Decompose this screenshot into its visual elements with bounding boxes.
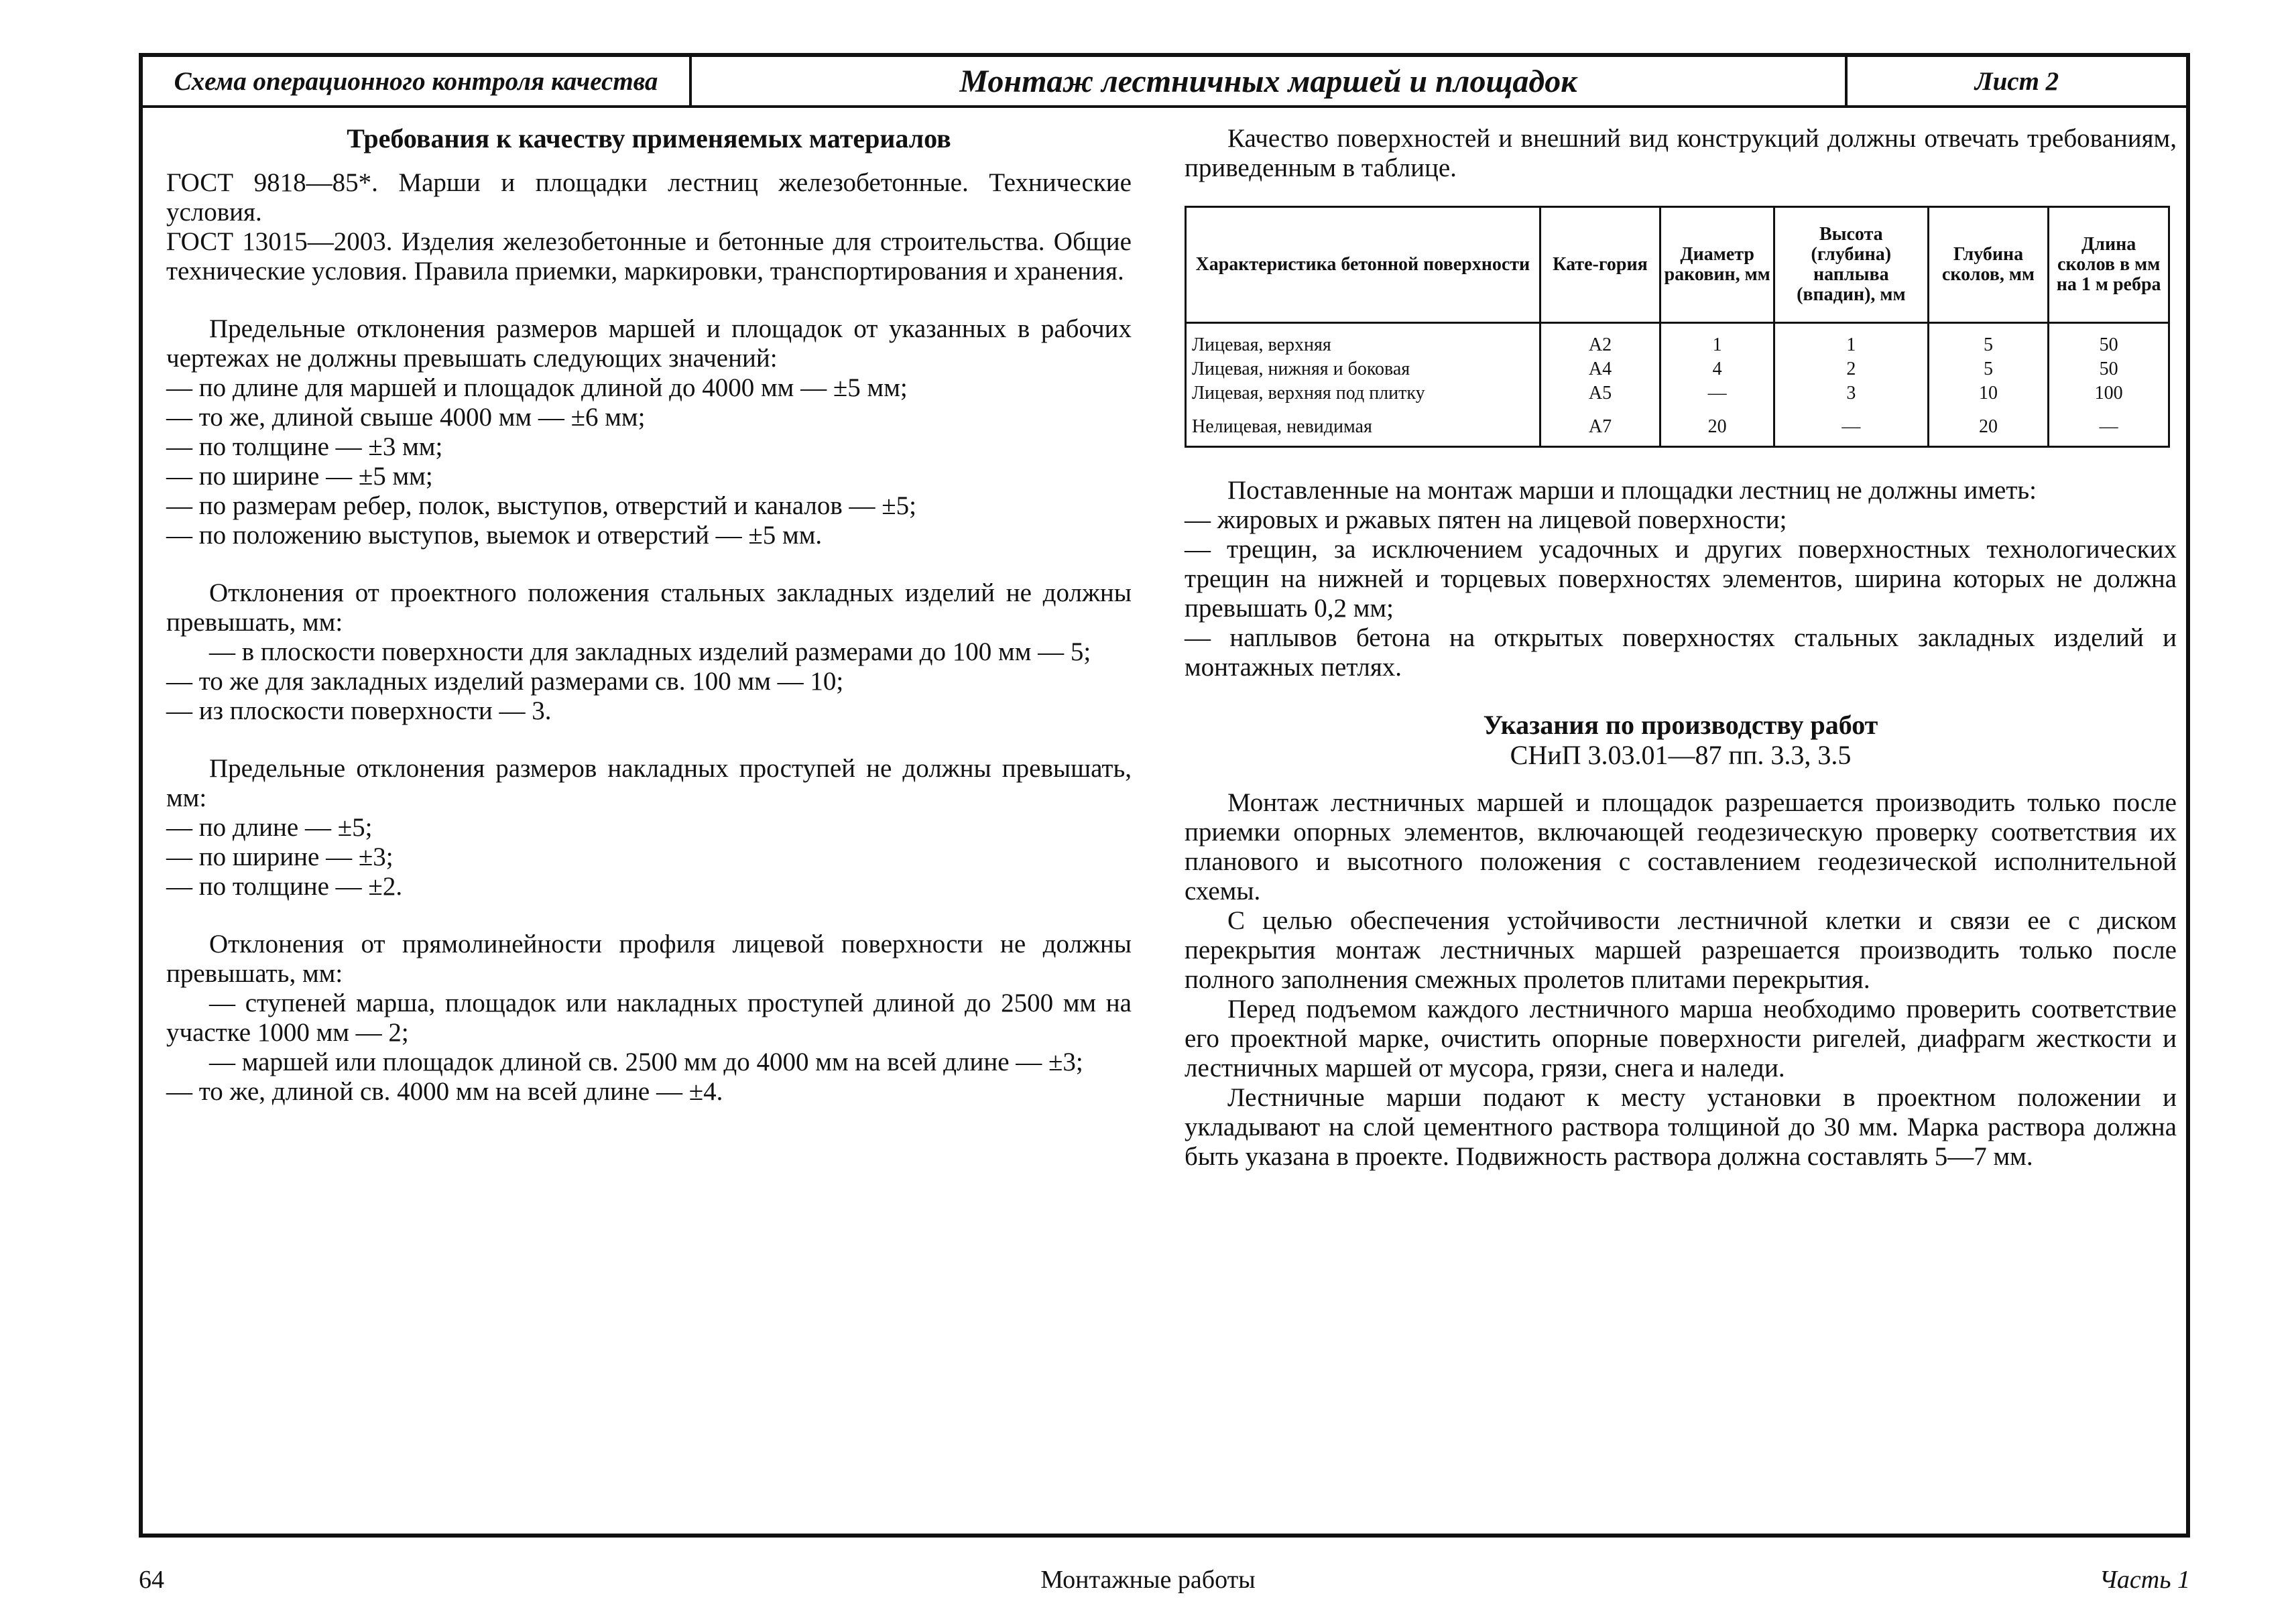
list-item: — маршей или площадок длиной св. 2500 мм до 4000 мм на всей длине — ±3; <box>209 1048 1083 1076</box>
list-item: — то же для закладных изделий размерами св. 100 мм — 10; <box>166 667 844 696</box>
running-title: Монтажные работы <box>1040 1566 1256 1594</box>
defects-intro: Поставленные на монтаж марши и площадки лестниц не должны иметь: <box>1227 476 2037 505</box>
left-column <box>166 124 1132 1107</box>
col-header-chip-depth: Глубина сколов, мм <box>1928 207 2049 323</box>
works-reference: СНиП 3.03.01—87 пп. 3.3, 3.5 <box>1510 740 1852 770</box>
table-cell: Лицевая, нижняя и боковая <box>1186 357 1540 381</box>
table-cell: 20 <box>1660 406 1774 447</box>
list-item: — по длине — ±5; <box>166 813 373 842</box>
table-cell: 4 <box>1660 357 1774 381</box>
table-cell: А7 <box>1540 406 1660 447</box>
table-header-row <box>1186 207 2169 323</box>
col-header-influx-height: Высота (глубина) наплыва (впадин), мм <box>1774 207 1929 323</box>
works-paragraph: Лестничные марши подают к месту установки в проектном положении и укладывают на слой цементного раствора толщиной до 30 мм. Марка раствора должна быть указана в проекте. Подвижность раствора должна составлять 5—7 мм. <box>1185 1083 2177 1171</box>
straightness-intro: Отклонения от прямолинейности профиля лицевой поверхности не должны превышать, мм: <box>166 930 1132 988</box>
surface-quality-table <box>1185 206 2170 448</box>
col-header-chip-length: Длина сколов в мм на 1 м ребра <box>2049 207 2169 323</box>
table-cell: 20 <box>1928 406 2049 447</box>
list-item: — по ширине — ±3; <box>166 843 394 871</box>
works-paragraph: С целью обеспечения устойчивости лестничной клетки и связи ее с диском перекрытия монтаж лестничных маршей разрешается производить только после полного заполнения смежных пролетов плитами перекрытия. <box>1185 906 2177 994</box>
table-row <box>1186 381 2169 406</box>
works-paragraph: Монтаж лестничных маршей и площадок разрешается производить только после приемки опорных элементов, включающей геодезическую проверку соответствия их планового и высотного положения с составлением геодезической исполнительной схемы. <box>1185 788 2177 906</box>
list-item: — из плоскости поверхности — 3. <box>166 696 552 725</box>
table-cell: 100 <box>2049 381 2169 406</box>
col-header-pore-diameter: Диаметр раковин, мм <box>1660 207 1774 323</box>
part-label: Часть 1 <box>2099 1566 2190 1594</box>
gost-13015: ГОСТ 13015—2003. Изделия железобетонные и бетонные для строительства. Общие технические условия. Правила приемки, маркировки, транспортирования и хранения. <box>166 227 1132 286</box>
table-row <box>1186 406 2169 447</box>
list-item: — по размерам ребер, полок, выступов, отверстий и каналов — ±5; <box>166 491 917 520</box>
treads-intro: Предельные отклонения размеров накладных проступей не должны превышать, мм: <box>166 754 1132 812</box>
embedded-parts-intro: Отклонения от проектного положения стальных закладных изделий не должны превышать, мм: <box>166 578 1132 637</box>
list-item: — трещин, за исключением усадочных и других поверхностных технологических трещин на нижней и торцевых поверхностях элементов, ширина которых не должна превышать 0,2 мм; <box>1185 535 2177 623</box>
list-item: — то же, длиной свыше 4000 мм — ±6 мм; <box>166 403 646 432</box>
list-item: — по ширине — ±5 мм; <box>166 462 433 491</box>
table-cell: 5 <box>1928 323 2049 358</box>
list-item: — по толщине — ±3 мм; <box>166 432 443 461</box>
table-cell: 50 <box>2049 357 2169 381</box>
list-item: — по толщине — ±2. <box>166 872 403 901</box>
table-cell: 1 <box>1774 323 1929 358</box>
list-item: — наплывов бетона на открытых поверхностях стальных закладных изделий и монтажных петлях. <box>1185 623 2177 682</box>
list-item: — ступеней марша, площадок или накладных проступей длиной до 2500 мм на участке 1000 мм — 2; <box>166 989 1132 1047</box>
table-cell: 5 <box>1928 357 2049 381</box>
table-row <box>1186 323 2169 358</box>
table-cell: А5 <box>1540 381 1660 406</box>
works-heading: Указания по производству работ <box>1483 710 1878 740</box>
table-cell: А2 <box>1540 323 1660 358</box>
header-sheet-number: Лист 2 <box>1974 66 2059 96</box>
page-frame <box>139 53 2190 1538</box>
table-cell: А4 <box>1540 357 1660 381</box>
header-title: Монтаж лестничных маршей и площадок <box>692 57 1848 105</box>
table-cell: 1 <box>1660 323 1774 358</box>
col-header-category: Кате-гория <box>1540 207 1660 323</box>
table-row <box>1186 357 2169 381</box>
list-item: — то же, длиной св. 4000 мм на всей длине — ±4. <box>166 1077 723 1106</box>
gost-9818: ГОСТ 9818—85*. Марши и площадки лестниц железобетонные. Технические условия. <box>166 168 1132 227</box>
list-item: — по положению выступов, выемок и отверстий — ±5 мм. <box>166 521 823 550</box>
right-column <box>1185 124 2177 1172</box>
page-number: 64 <box>139 1566 164 1594</box>
works-paragraph: Перед подъемом каждого лестничного марша необходимо проверить соответствие его проектной марке, очистить опорные поверхности ригелей, диафрагм жесткости и лестничных маршей от мусора, грязи, снега и наледи. <box>1185 995 2177 1082</box>
table-cell: 3 <box>1774 381 1929 406</box>
header-bar <box>143 57 2186 108</box>
table-cell: 50 <box>2049 323 2169 358</box>
size-deviations-intro: Предельные отклонения размеров маршей и площадок от указанных в рабочих чертежах не должны превышать следующих значений: <box>166 314 1132 373</box>
materials-heading: Требования к качеству применяемых материалов <box>347 123 951 153</box>
table-cell: — <box>1774 406 1929 447</box>
table-cell: Лицевая, верхняя <box>1186 323 1540 358</box>
table-cell: — <box>2049 406 2169 447</box>
list-item: — в плоскости поверхности для закладных изделий размерами до 100 мм — 5; <box>209 637 1091 666</box>
list-item: — по длине для маршей и площадок длиной до 4000 мм — ±5 мм; <box>166 373 908 402</box>
table-cell: Лицевая, верхняя под плитку <box>1186 381 1540 406</box>
surface-quality-intro: Качество поверхностей и внешний вид конструкций должны отвечать требованиям, приведенным в таблице. <box>1185 124 2177 182</box>
table-cell: — <box>1660 381 1774 406</box>
col-header-surface: Характеристика бетонной поверхности <box>1186 207 1540 323</box>
list-item: — жировых и ржавых пятен на лицевой поверхности; <box>1185 505 1787 534</box>
table-cell: 10 <box>1928 381 2049 406</box>
table-cell: Нелицевая, невидимая <box>1186 406 1540 447</box>
table-cell: 2 <box>1774 357 1929 381</box>
header-scheme-label: Схема операционного контроля качества <box>143 57 692 105</box>
